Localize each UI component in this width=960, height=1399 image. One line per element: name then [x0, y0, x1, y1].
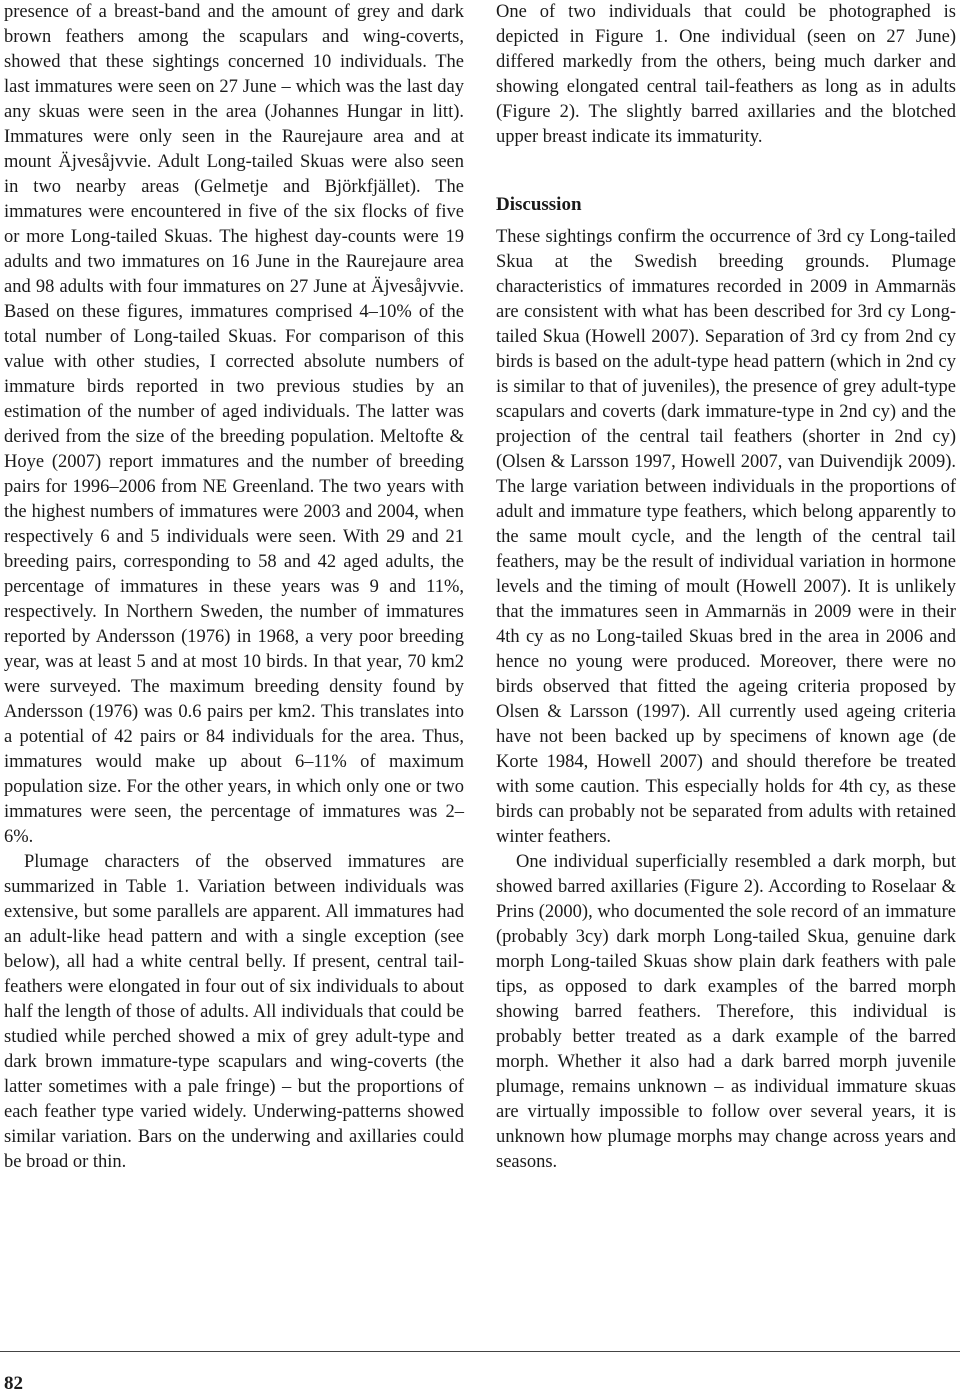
- right-column: [496, 0, 956, 1175]
- body-paragraph: These sightings confirm the occurrence of 3rd cy Long-tailed Skua at the Swedish breeding grounds. Plumage characteristics of immatures recorded in 2009 in Ammarnäs are consistent with what has been described for 3rd cy Long-tailed Skua (Howell 2007). Separation of 3rd cy from 2nd cy birds is based on the adult-type head pattern (which in 2nd cy is similar to that of juveniles), the presence of grey adult-type scapulars and coverts (dark immature-type in 2nd cy) and the projection of the central tail feathers (shorter in 2nd cy) (Olsen & Larsson 1997, Howell 2007, van Duivendijk 2009). The large variation between individuals in the proportions of adult and immature type feathers, which belong apparently to the same moult cycle, and the length of the central tail feathers, may be the result of individual variation in hormone levels and the timing of moult (Howell 2007). It is unlikely that the immatures seen in Ammarnäs in 2009 were in their 4th cy as no Long-tailed Skuas bred in the area in 2006 and hence no young were produced. Moreover, there were no birds observed that fitted the ageing criteria proposed by Olsen & Larsson (1997). All currently used ageing criteria have not been backed up by specimens of known age (de Korte 1984, Howell 2007) and should therefore be treated with some caution. This especially holds for 4th cy, as these birds can probably not be separated from adults with retained winter feathers.: [496, 227, 956, 847]
- footer-rule: [0, 1351, 960, 1352]
- page-number: 82: [4, 1373, 23, 1394]
- left-column: [4, 0, 464, 1175]
- body-paragraph: Plumage characters of the observed immatures are summarized in Table 1. Variation between individuals was extensive, but some parallels are apparent. All immatures had an adult-like head pattern and with a single exception (see below), all had a white central belly. If present, central tail-feathers were elongated in four out of six individuals to about half the length of those of adults. All individuals that could be studied while perched showed a mix of grey adult-type and dark brown immature-type scapulars and wing-coverts (the latter sometimes with a pale fringe) – but the proportions of each feather type varied widely. Underwing-patterns showed similar variation. Bars on the underwing and axillaries could be broad or thin.: [4, 852, 464, 1172]
- section-heading-discussion: Discussion: [496, 194, 582, 215]
- body-paragraph: presence of a breast-band and the amount of grey and dark brown feathers among the scapulars and wing-coverts, showed that these sightings concerned 10 individuals. The last immatures were seen on 27 June – which was the last day any skuas were seen in the area (Johannes Hungar in litt). Immatures were only seen in the Raurejaure area and at mount Äjvesåjvvie. Adult Long-tailed Skuas were also seen in two nearby areas (Gelmetje and Björkfjället). The immatures were encountered in five of the six flocks of five or more Long-tailed Skuas. The highest day-counts were 19 adults and two immatures on 16 June in the Raurejaure area and 98 adults with four immatures on 27 June at Äjvesåjvvie. Based on these figures, immatures comprised 4–10% of the total number of Long-tailed Skuas. For comparison of this value with other studies, I corrected absolute numbers of immature birds reported in two previous studies by an estimation of the number of aged individuals. The latter was derived from the size of the breeding population. Meltofte & Hoye (2007) report immatures and the number of breeding pairs for 1996–2006 from NE Greenland. The two years with the highest numbers of immatures were 2003 and 2004, when respectively 6 and 5 individuals were seen. With 29 and 21 breeding pairs, corresponding to 58 and 42 aged adults, the percentage of immatures in these years was 9 and 11%, respectively. In Northern Sweden, the number of immatures reported by Andersson (1976) in 1968, a very poor breeding year, was at least 5 and at most 10 birds. In that year, 70 km2 were surveyed. The maximum breeding density found by Andersson (1976) was 0.6 pairs per km2. This translates into a potential of 42 pairs or 84 individuals for the area. Thus, immatures would make up about 6–11% of maximum population size. For the other years, in which only one or two immatures were seen, the percentage of immatures was 2–6%.: [4, 2, 464, 847]
- body-paragraph: One individual superficially resembled a dark morph, but showed barred axillaries (Figure 2). According to Roselaar & Prins (2000), who documented the sole record of an immature (probably 3cy) dark morph Long-tailed Skua, genuine dark morph Long-tailed Skuas show plain dark feathers with pale tips, as opposed to dark examples of the barred morph showing barred feathers. Therefore, this individual is probably better treated as a dark example of the barred morph. Whether it also had a dark barred morph juvenile plumage, remains unknown – as individual immature skuas are virtually impossible to follow over several years, it is unknown how plumage morphs may change across years and seasons.: [496, 852, 956, 1172]
- body-paragraph: One of two individuals that could be photographed is depicted in Figure 1. One individual (seen on 27 June) differed markedly from the others, being much darker and showing elongated central tail-feathers as long as in adults (Figure 2). The slightly barred axillaries and the blotched upper breast indicate its immaturity.: [496, 2, 956, 147]
